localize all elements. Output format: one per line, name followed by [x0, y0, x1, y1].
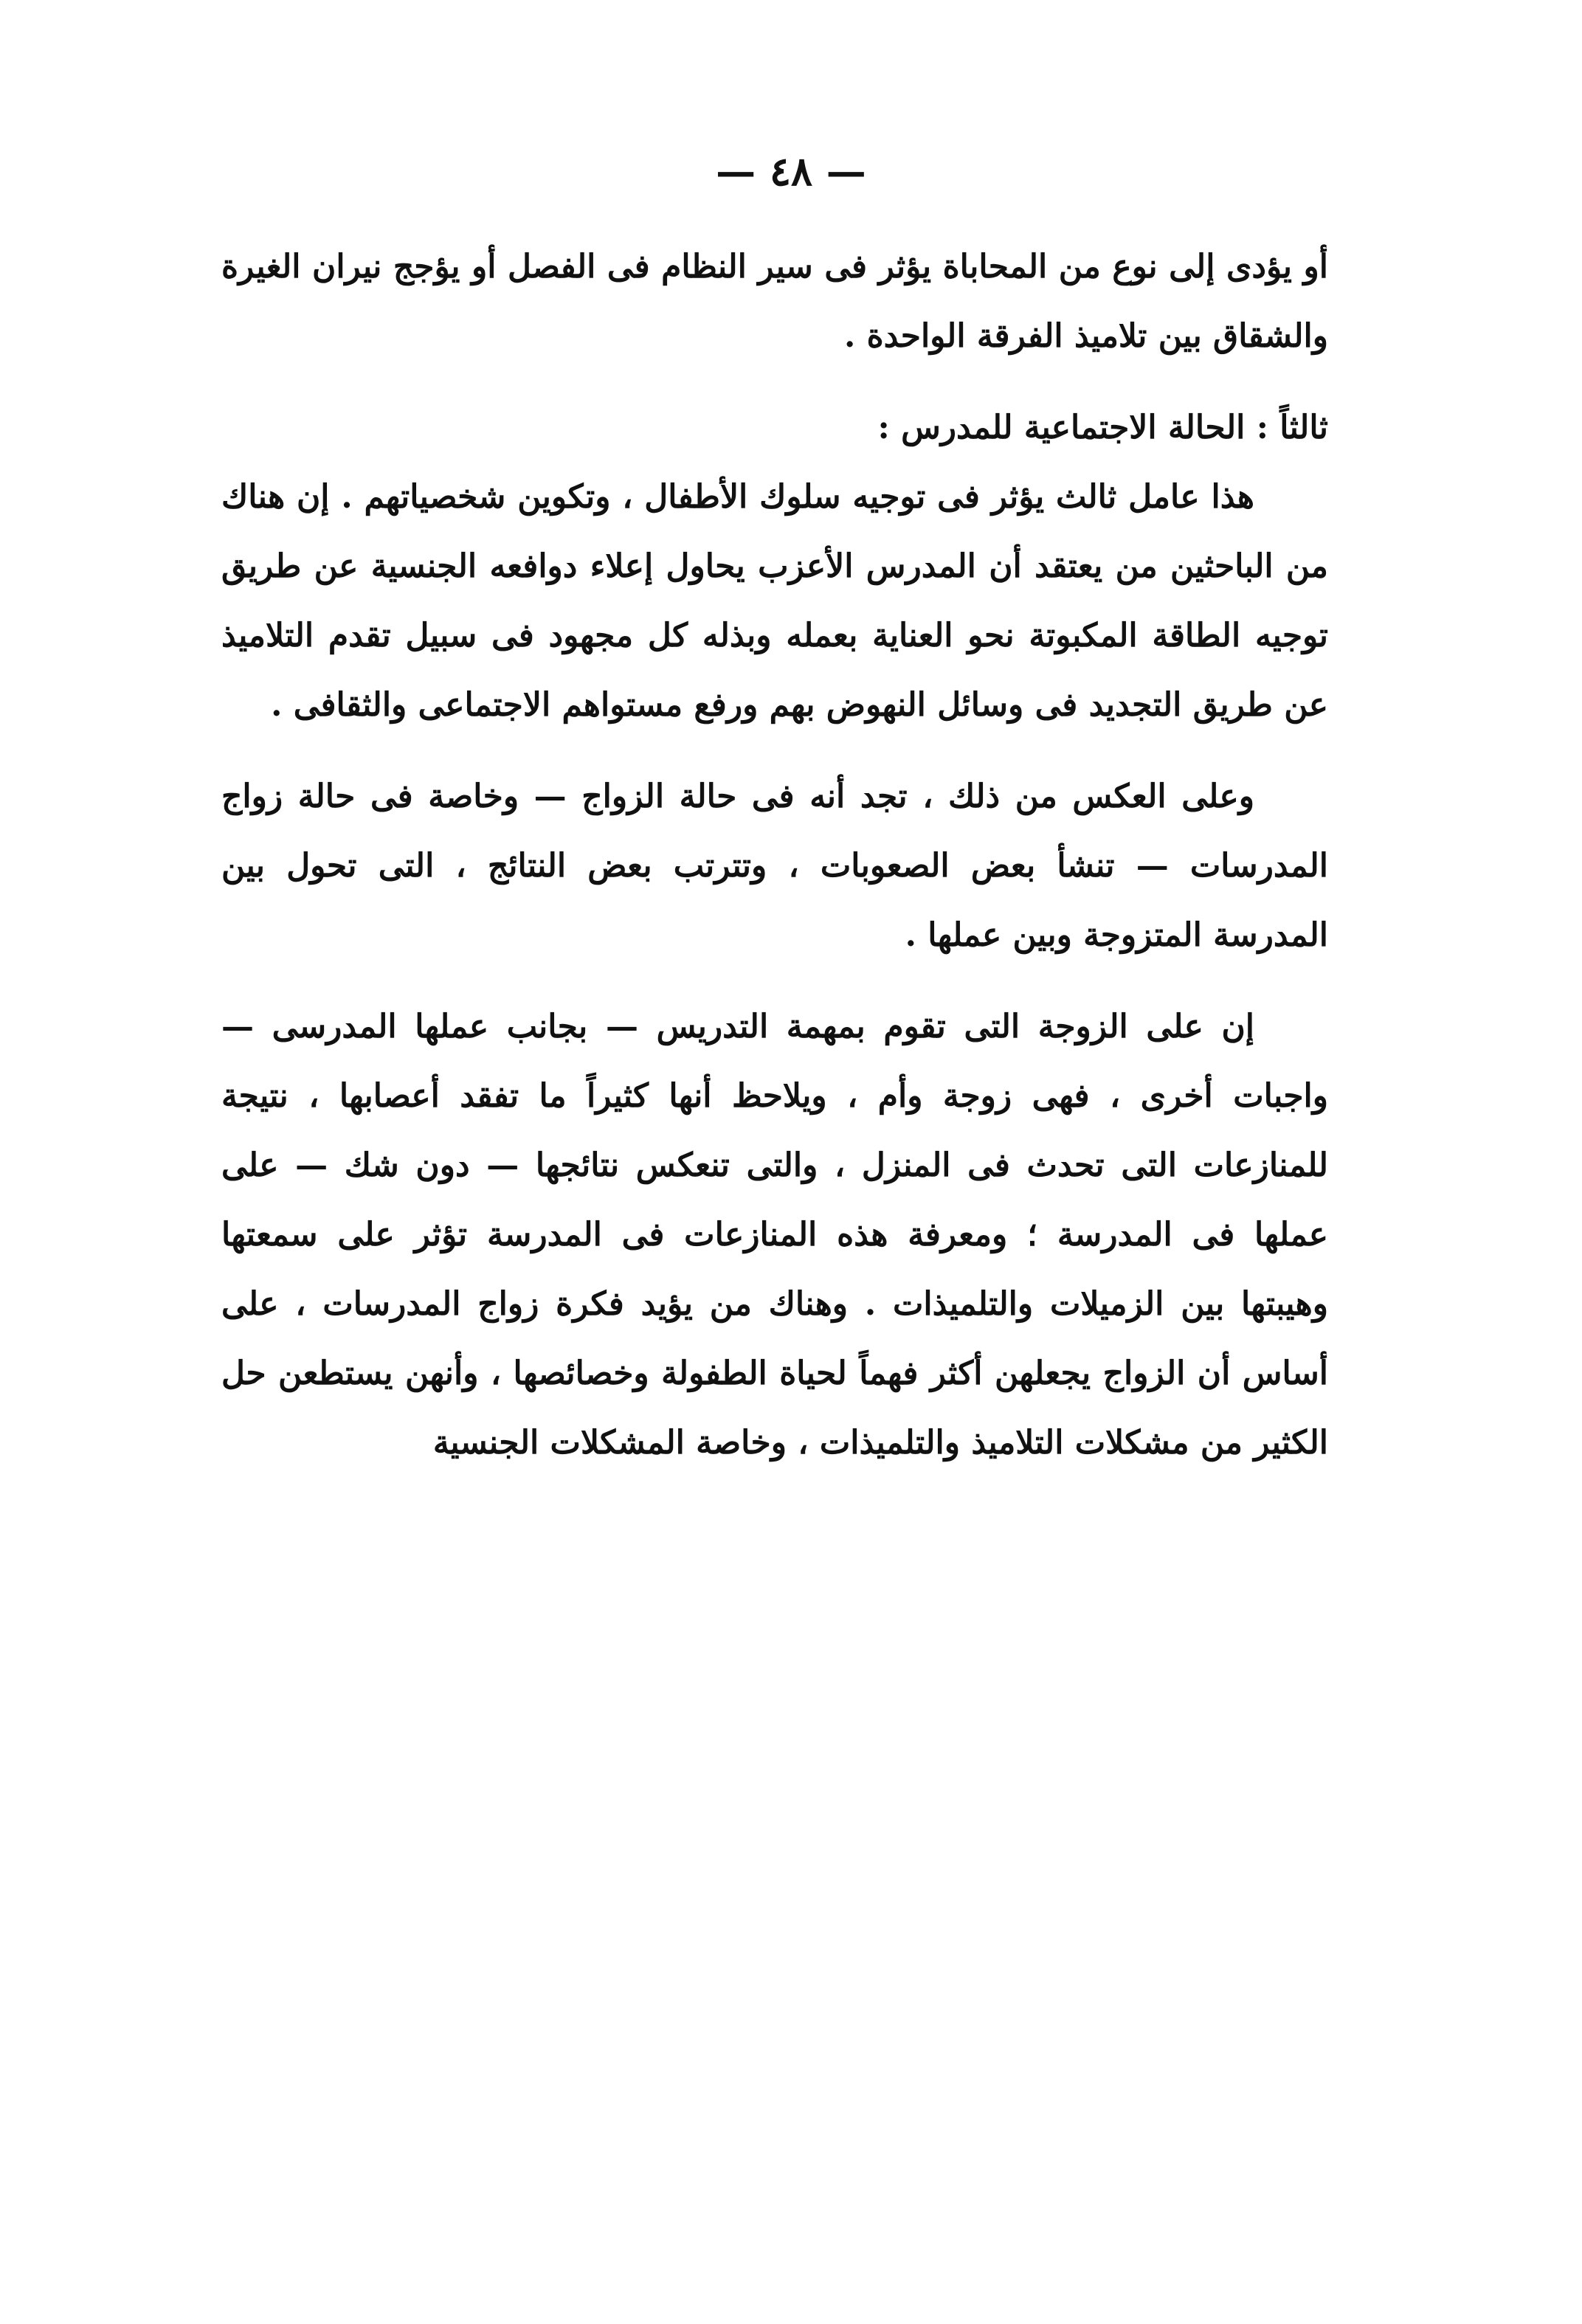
paragraph-continuation: أو يؤدى إلى نوع من المحاباة يؤثر فى سير النظام فى الفصل أو يؤجج نيران الغيرة والشقاق بين تلاميذ الفرقة الواحدة . [221, 248, 1328, 355]
section-heading: ثالثاً : الحالة الاجتماعية للمدرس : [877, 409, 1328, 446]
paragraph: وعلى العكس من ذلك ، تجد أنه فى حالة الزواج — وخاصة فى حالة زواج المدرسات — تنشأ بعض الصعوبات ، وتترتب بعض النتائج ، التى تحول بين المدرسة المتزوجة وبين عملها . [221, 778, 1328, 954]
page-number: — ٤٨ — [716, 148, 866, 195]
paragraph: هذا عامل ثالث يؤثر فى توجيه سلوك الأطفال ، وتكوين شخصياتهم . إن هناك من الباحثين من يعتقد أن المدرس الأعزب يحاول إعلاء دوافعه الجنسية عن طريق توجيه الطاقة المكبوتة نحو العناية بعمله وبذله كل مجهود فى سبيل تقدم التلاميذ عن طريق التجديد فى وسائل النهوض بهم ورفع مستواهم الاجتماعى والثقافى . [221, 478, 1328, 724]
paragraph: إن على الزوجة التى تقوم بمهمة التدريس — بجانب عملها المدرسى — واجبات أخرى ، فهى زوجة وأم ، ويلاحظ أنها كثيراً ما تفقد أعصابها ، نتيجة للمنازعات التى تحدث فى المنزل ، والتى تنعكس نتائجها — دون شك — على عملها فى المدرسة ؛ ومعرفة هذه المنازعات فى المدرسة تؤثر على سمعتها وهيبتها بين الزميلات والتلميذات . وهناك من يؤيد فكرة زواج المدرسات ، على أساس أن الزواج يجعلهن أكثر فهماً لحياة الطفولة وخصائصها ، وأنهن يستطعن حل الكثير من مشكلات التلاميذ والتلميذات ، وخاصة المشكلات الجنسية [221, 1008, 1328, 1462]
page-body [221, 232, 1328, 1478]
